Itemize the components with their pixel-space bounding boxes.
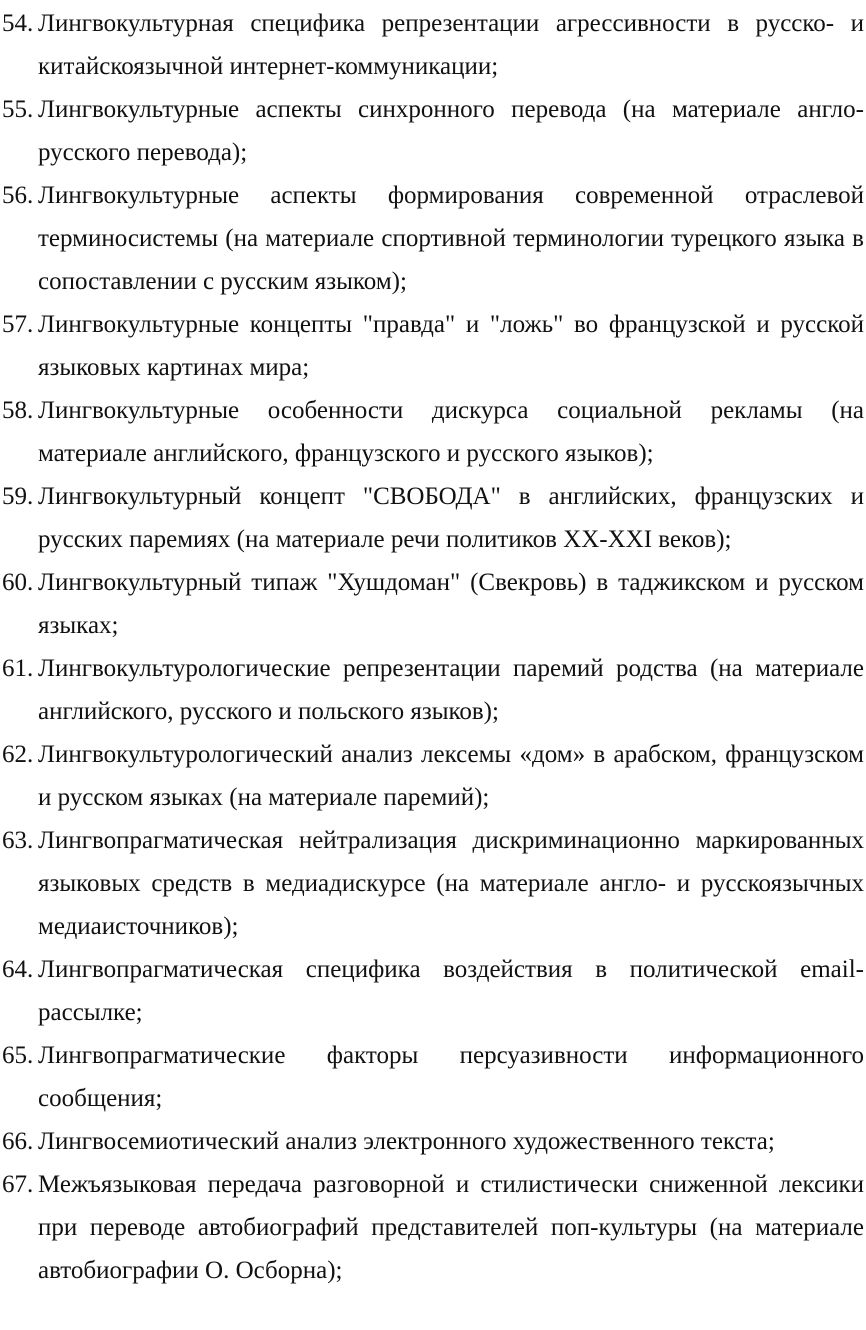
- item-number: 67.: [2, 1171, 34, 1198]
- item-number: 64.: [2, 956, 34, 983]
- item-number: 65.: [2, 1042, 34, 1069]
- item-text: Лингвосемиотический анализ электронного художественного текста;: [38, 1128, 775, 1155]
- list-item-56: [2, 174, 864, 303]
- list-item-58: [2, 389, 864, 475]
- item-text: Лингвокультурный концепт "СВОБОДА" в английских, французских и русских паремиях (на материале речи политиков XX-XXI веков);: [38, 483, 864, 553]
- list-item-55: [2, 88, 864, 174]
- item-text: Лингвокультурные концепты "правда" и "ложь" во французской и русской языковых картинах мира;: [38, 311, 864, 381]
- item-number: 56.: [2, 182, 34, 209]
- item-text: Лингвокультурная специфика репрезентации агрессивности в русско- и китайскоязычной интернет-коммуникации;: [38, 10, 864, 80]
- list-item-62: [2, 733, 864, 819]
- topic-list: [2, 2, 864, 1292]
- item-text: Лингвокультурные особенности дискурса социальной рекламы (на материале английского, французского и русского языков);: [38, 397, 864, 467]
- list-item-54: [2, 2, 864, 88]
- item-number: 59.: [2, 483, 34, 510]
- item-number: 55.: [2, 96, 34, 123]
- list-item-64: [2, 948, 864, 1034]
- item-number: 60.: [2, 569, 34, 596]
- item-number: 66.: [2, 1128, 34, 1155]
- list-item-60: [2, 561, 864, 647]
- item-text: Лингвокультурологические репрезентации паремий родства (на материале английского, русского и польского языков);: [38, 655, 864, 725]
- item-text: Лингвокультурный типаж "Хушдоман" (Свекровь) в таджикском и русском языках;: [38, 569, 864, 639]
- item-text: Лингвопрагматическая специфика воздействия в политической email-рассылке;: [38, 956, 864, 1026]
- item-text: Лингвопрагматические факторы персуазивности информационного сообщения;: [38, 1042, 864, 1112]
- list-item-61: [2, 647, 864, 733]
- list-item-63: [2, 819, 864, 948]
- item-text: Лингвокультурные аспекты формирования современной отраслевой терминосистемы (на материале спортивной терминологии турецкого языка в сопоставлении с русским языком);: [38, 182, 864, 295]
- item-number: 61.: [2, 655, 34, 682]
- list-item-57: [2, 303, 864, 389]
- item-text: Межъязыковая передача разговорной и стилистически сниженной лексики при переводе автобиографий представителей поп-культуры (на материале автобиографии О. Осборна);: [38, 1171, 864, 1284]
- list-item-65: [2, 1034, 864, 1120]
- item-number: 58.: [2, 397, 34, 424]
- item-number: 62.: [2, 741, 34, 768]
- list-item-59: [2, 475, 864, 561]
- item-number: 57.: [2, 311, 34, 338]
- item-number: 54.: [2, 10, 34, 37]
- item-text: Лингвокультурологический анализ лексемы «дом» в арабском, французском и русском языках (на материале паремий);: [38, 741, 864, 811]
- list-item-67: [2, 1163, 864, 1292]
- list-item-66: [2, 1120, 864, 1163]
- item-number: 63.: [2, 827, 34, 854]
- item-text: Лингвокультурные аспекты синхронного перевода (на материале англо-русского перевода);: [38, 96, 864, 166]
- item-text: Лингвопрагматическая нейтрализация дискриминационно маркированных языковых средств в медиадискурсе (на материале англо- и русскоязычных медиаисточников);: [38, 827, 864, 940]
